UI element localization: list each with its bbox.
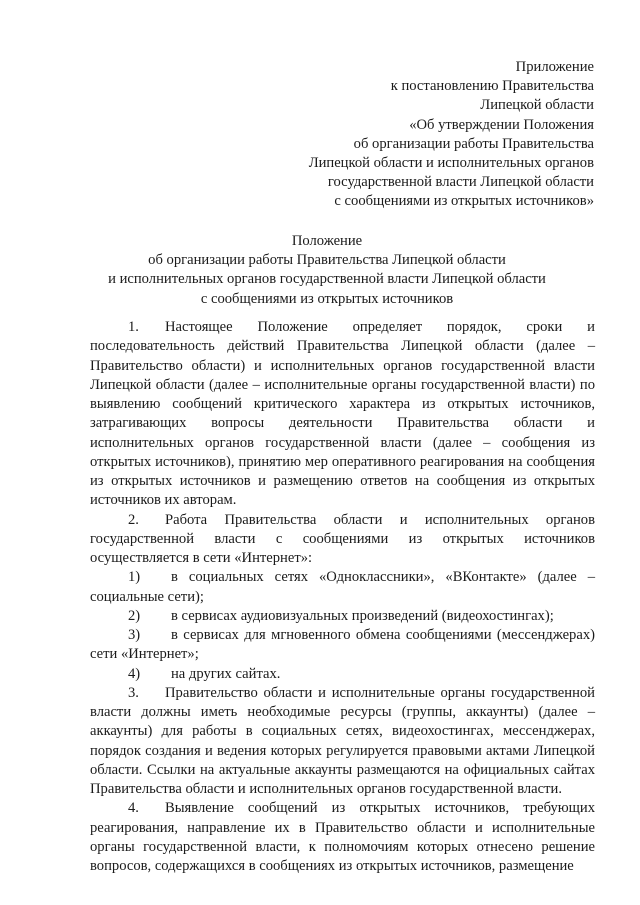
list-item-text: на других сайтах. bbox=[171, 665, 281, 682]
appendix-line: об организации работы Правительства bbox=[353, 135, 594, 152]
paragraph bbox=[90, 799, 595, 876]
list-item bbox=[90, 626, 595, 665]
appendix-line: Липецкой области и исполнительных органов bbox=[308, 155, 594, 172]
appendix-block bbox=[234, 58, 594, 212]
document-body bbox=[90, 318, 595, 876]
list-item-number: 3) bbox=[128, 627, 141, 643]
paragraph bbox=[90, 318, 595, 511]
document-title bbox=[60, 232, 594, 309]
list-item bbox=[90, 568, 595, 607]
paragraph-text: Работа Правительства области и исполнительных органов государственной власти с сообщениями из открытых источников осуществляется в сети «Интернет»: bbox=[90, 511, 595, 566]
paragraph-number: 4. bbox=[128, 800, 139, 817]
paragraph-text: Правительство области и исполнительные органы государственной власти должны иметь необходимые ресурсы (группы, аккаунты) (далее – аккаунты) для работы в социальных сетях, видеохостингах, мессенджерах, порядок создания и ведения которых регулируется правовыми актами Липецкой области. Ссылки на актуальные аккаунты размещаются на официальных сайтах Правительства области и исполнительных органов государственной власти. bbox=[90, 684, 595, 797]
list-item bbox=[90, 665, 595, 684]
appendix-line: Липецкой области bbox=[480, 97, 594, 114]
paragraph-number: 2. bbox=[128, 511, 139, 528]
appendix-line: с сообщениями из открытых источников» bbox=[334, 193, 594, 210]
list-item-number: 2) bbox=[128, 607, 141, 624]
list-item-number: 4) bbox=[128, 665, 141, 682]
appendix-line: государственной власти Липецкой области bbox=[327, 174, 594, 191]
title-line: с сообщениями из открытых источников bbox=[200, 290, 454, 307]
paragraph-number: 1. bbox=[128, 319, 139, 335]
paragraph bbox=[90, 684, 595, 800]
paragraph-number: 3. bbox=[128, 684, 139, 701]
appendix-line: к постановлению Правительства bbox=[390, 78, 594, 95]
list-item-text: в сервисах для мгновенного обмена сообщениями (мессенджерах) сети «Интернет»; bbox=[90, 627, 595, 663]
paragraph-text: Настоящее Положение определяет порядок, сроки и последовательность действий Правительства Липецкой области (далее – Правительство области) и исполнительных органов государственной власти Липецкой области (далее – исполнительные органы государственной власти) по выявлению сообщений критического характера из открытых источников, затрагивающих вопросы деятельности Правительства области и исполнительных органов государственной власти (далее – сообщения из открытых источников), принятию мер оперативного реагирования на сообщения из открытых источников и размещению ответов на сообщения из открытых источников их авторам. bbox=[90, 319, 595, 509]
title-line: Положение bbox=[291, 233, 363, 249]
list-item bbox=[90, 607, 595, 626]
paragraph bbox=[90, 511, 595, 569]
list-item-number: 1) bbox=[128, 569, 141, 586]
appendix-line: «Об утверждении Положения bbox=[409, 116, 594, 133]
paragraph-text: Выявление сообщений из открытых источников, требующих реагирования, направление их в Правительство области и исполнительные органы государственной власти, к полномочиям которых отнесено решение вопросов, содержащихся в сообщениях из открытых источников, размещение bbox=[90, 800, 595, 874]
list-item-text: в сервисах аудиовизуальных произведений (видеохостингах); bbox=[171, 607, 554, 624]
title-line: и исполнительных органов государственной власти Липецкой области bbox=[108, 271, 546, 288]
title-line: об организации работы Правительства Липецкой области bbox=[148, 252, 506, 269]
list-item-text: в социальных сетях «Одноклассники», «ВКонтакте» (далее – социальные сети); bbox=[90, 569, 595, 605]
appendix-line: Приложение bbox=[515, 59, 594, 75]
